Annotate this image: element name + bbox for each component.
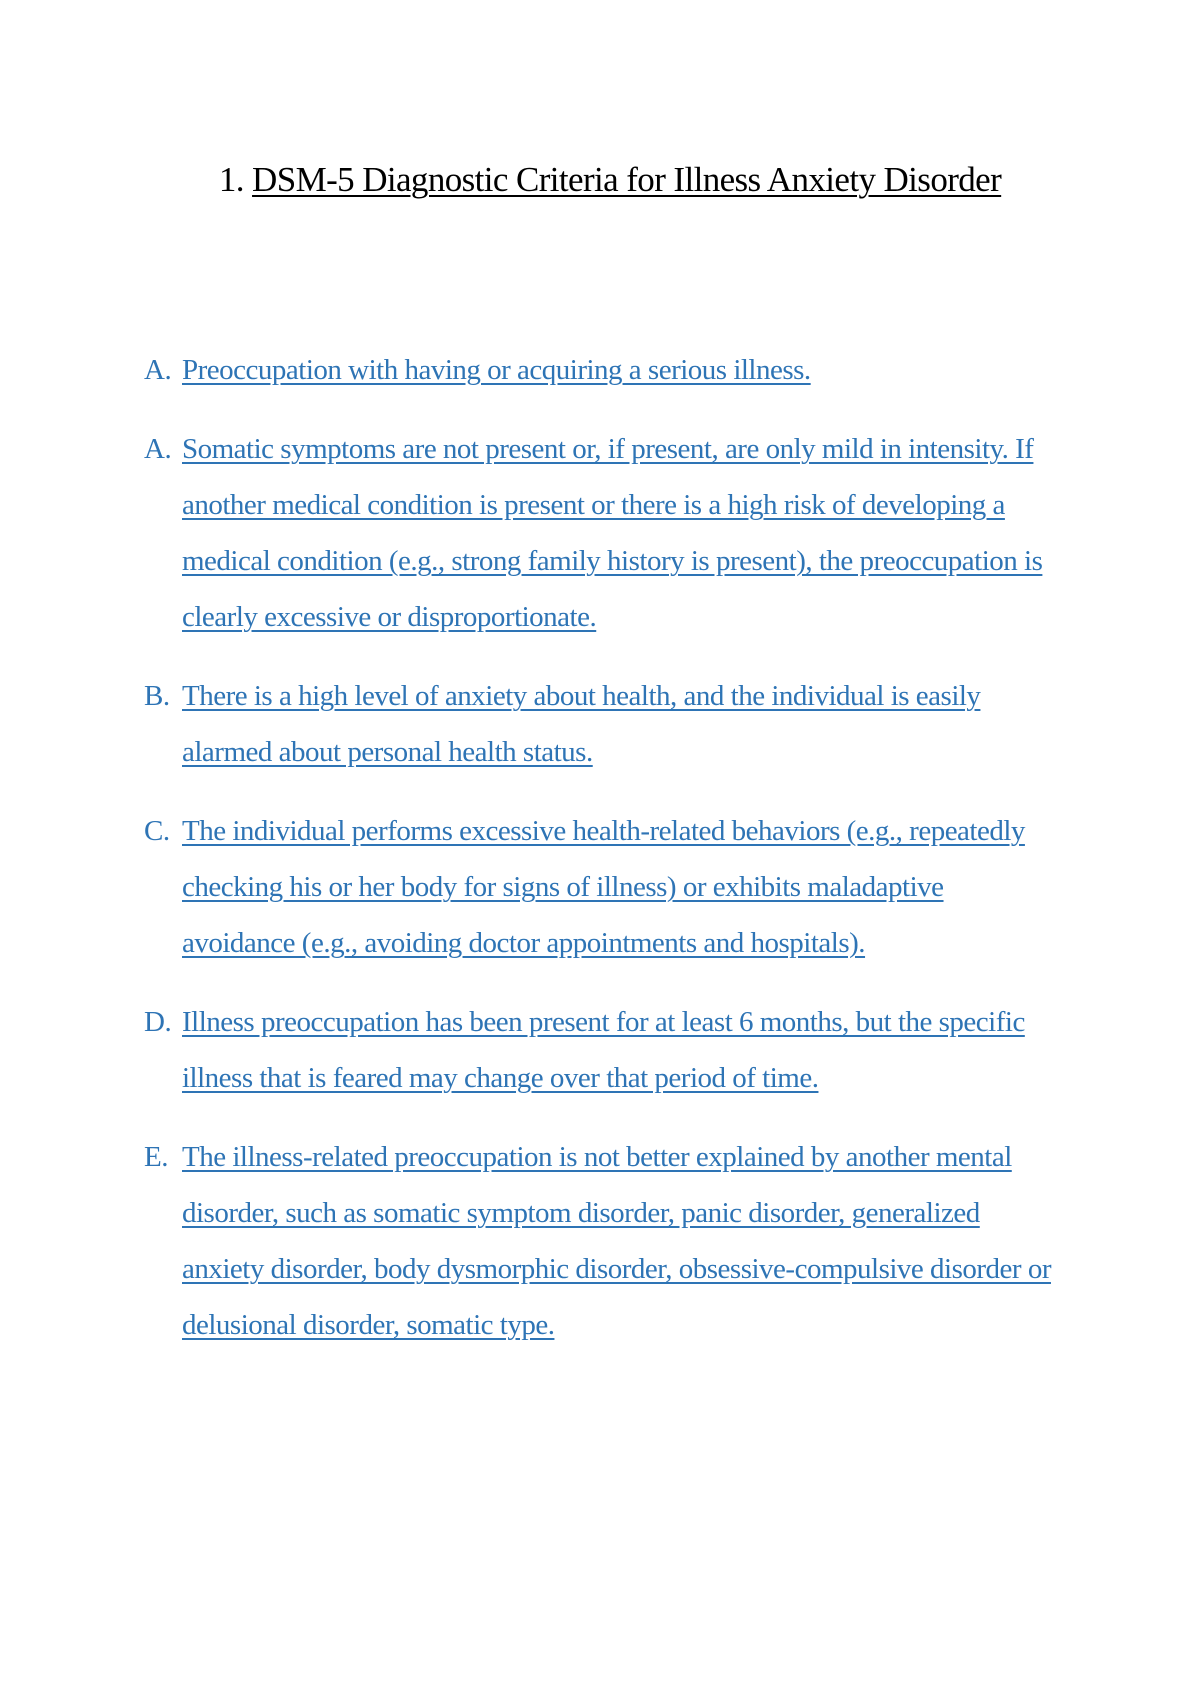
criterion-letter: B.: [144, 680, 170, 712]
criterion-letter: C.: [144, 815, 170, 847]
heading-number: 1.: [218, 160, 244, 199]
criterion-item-c: [140, 803, 1080, 971]
criterion-item-a2: [140, 421, 1080, 645]
criteria-list: [140, 342, 1080, 1376]
criterion-link[interactable]: Illness preoccupation has been present for at least 6 months, but the specific illness that is feared may change over that period of time.: [182, 1006, 1025, 1094]
criterion-letter: D.: [144, 1006, 172, 1038]
criterion-link[interactable]: The individual performs excessive health-related behaviors (e.g., repeatedly checking his or her body for signs of illness) or exhibits maladaptive avoidance (e.g., avoiding doctor appointments and hospitals).: [182, 815, 1025, 959]
criterion-item-e: [140, 1129, 1080, 1353]
criterion-letter: A.: [144, 354, 172, 386]
criterion-link[interactable]: The illness-related preoccupation is not better explained by another mental disorder, such as somatic symptom disorder, panic disorder, generalized anxiety disorder, body dysmorphic disorder, obsessive-compulsive disorder or delusional disorder, somatic type.: [182, 1141, 1051, 1341]
criterion-link[interactable]: Somatic symptoms are not present or, if present, are only mild in intensity. If another medical condition is present or there is a high risk of developing a medical condition (e.g., strong family history is present), the preoccupation is clearly excessive or disproportionate.: [182, 433, 1043, 633]
criterion-item-b: [140, 668, 1080, 780]
criterion-item-a1: [140, 342, 1080, 398]
criterion-letter: E.: [144, 1141, 168, 1173]
criterion-letter: A.: [144, 433, 172, 465]
criterion-link[interactable]: Preoccupation with having or acquiring a serious illness.: [182, 354, 811, 386]
page-title: [140, 146, 1080, 214]
heading-text: DSM-5 Diagnostic Criteria for Illness Anxiety Disorder: [252, 160, 1002, 199]
criterion-item-d: [140, 994, 1080, 1106]
criterion-link[interactable]: There is a high level of anxiety about health, and the individual is easily alarmed about personal health status.: [182, 680, 981, 768]
